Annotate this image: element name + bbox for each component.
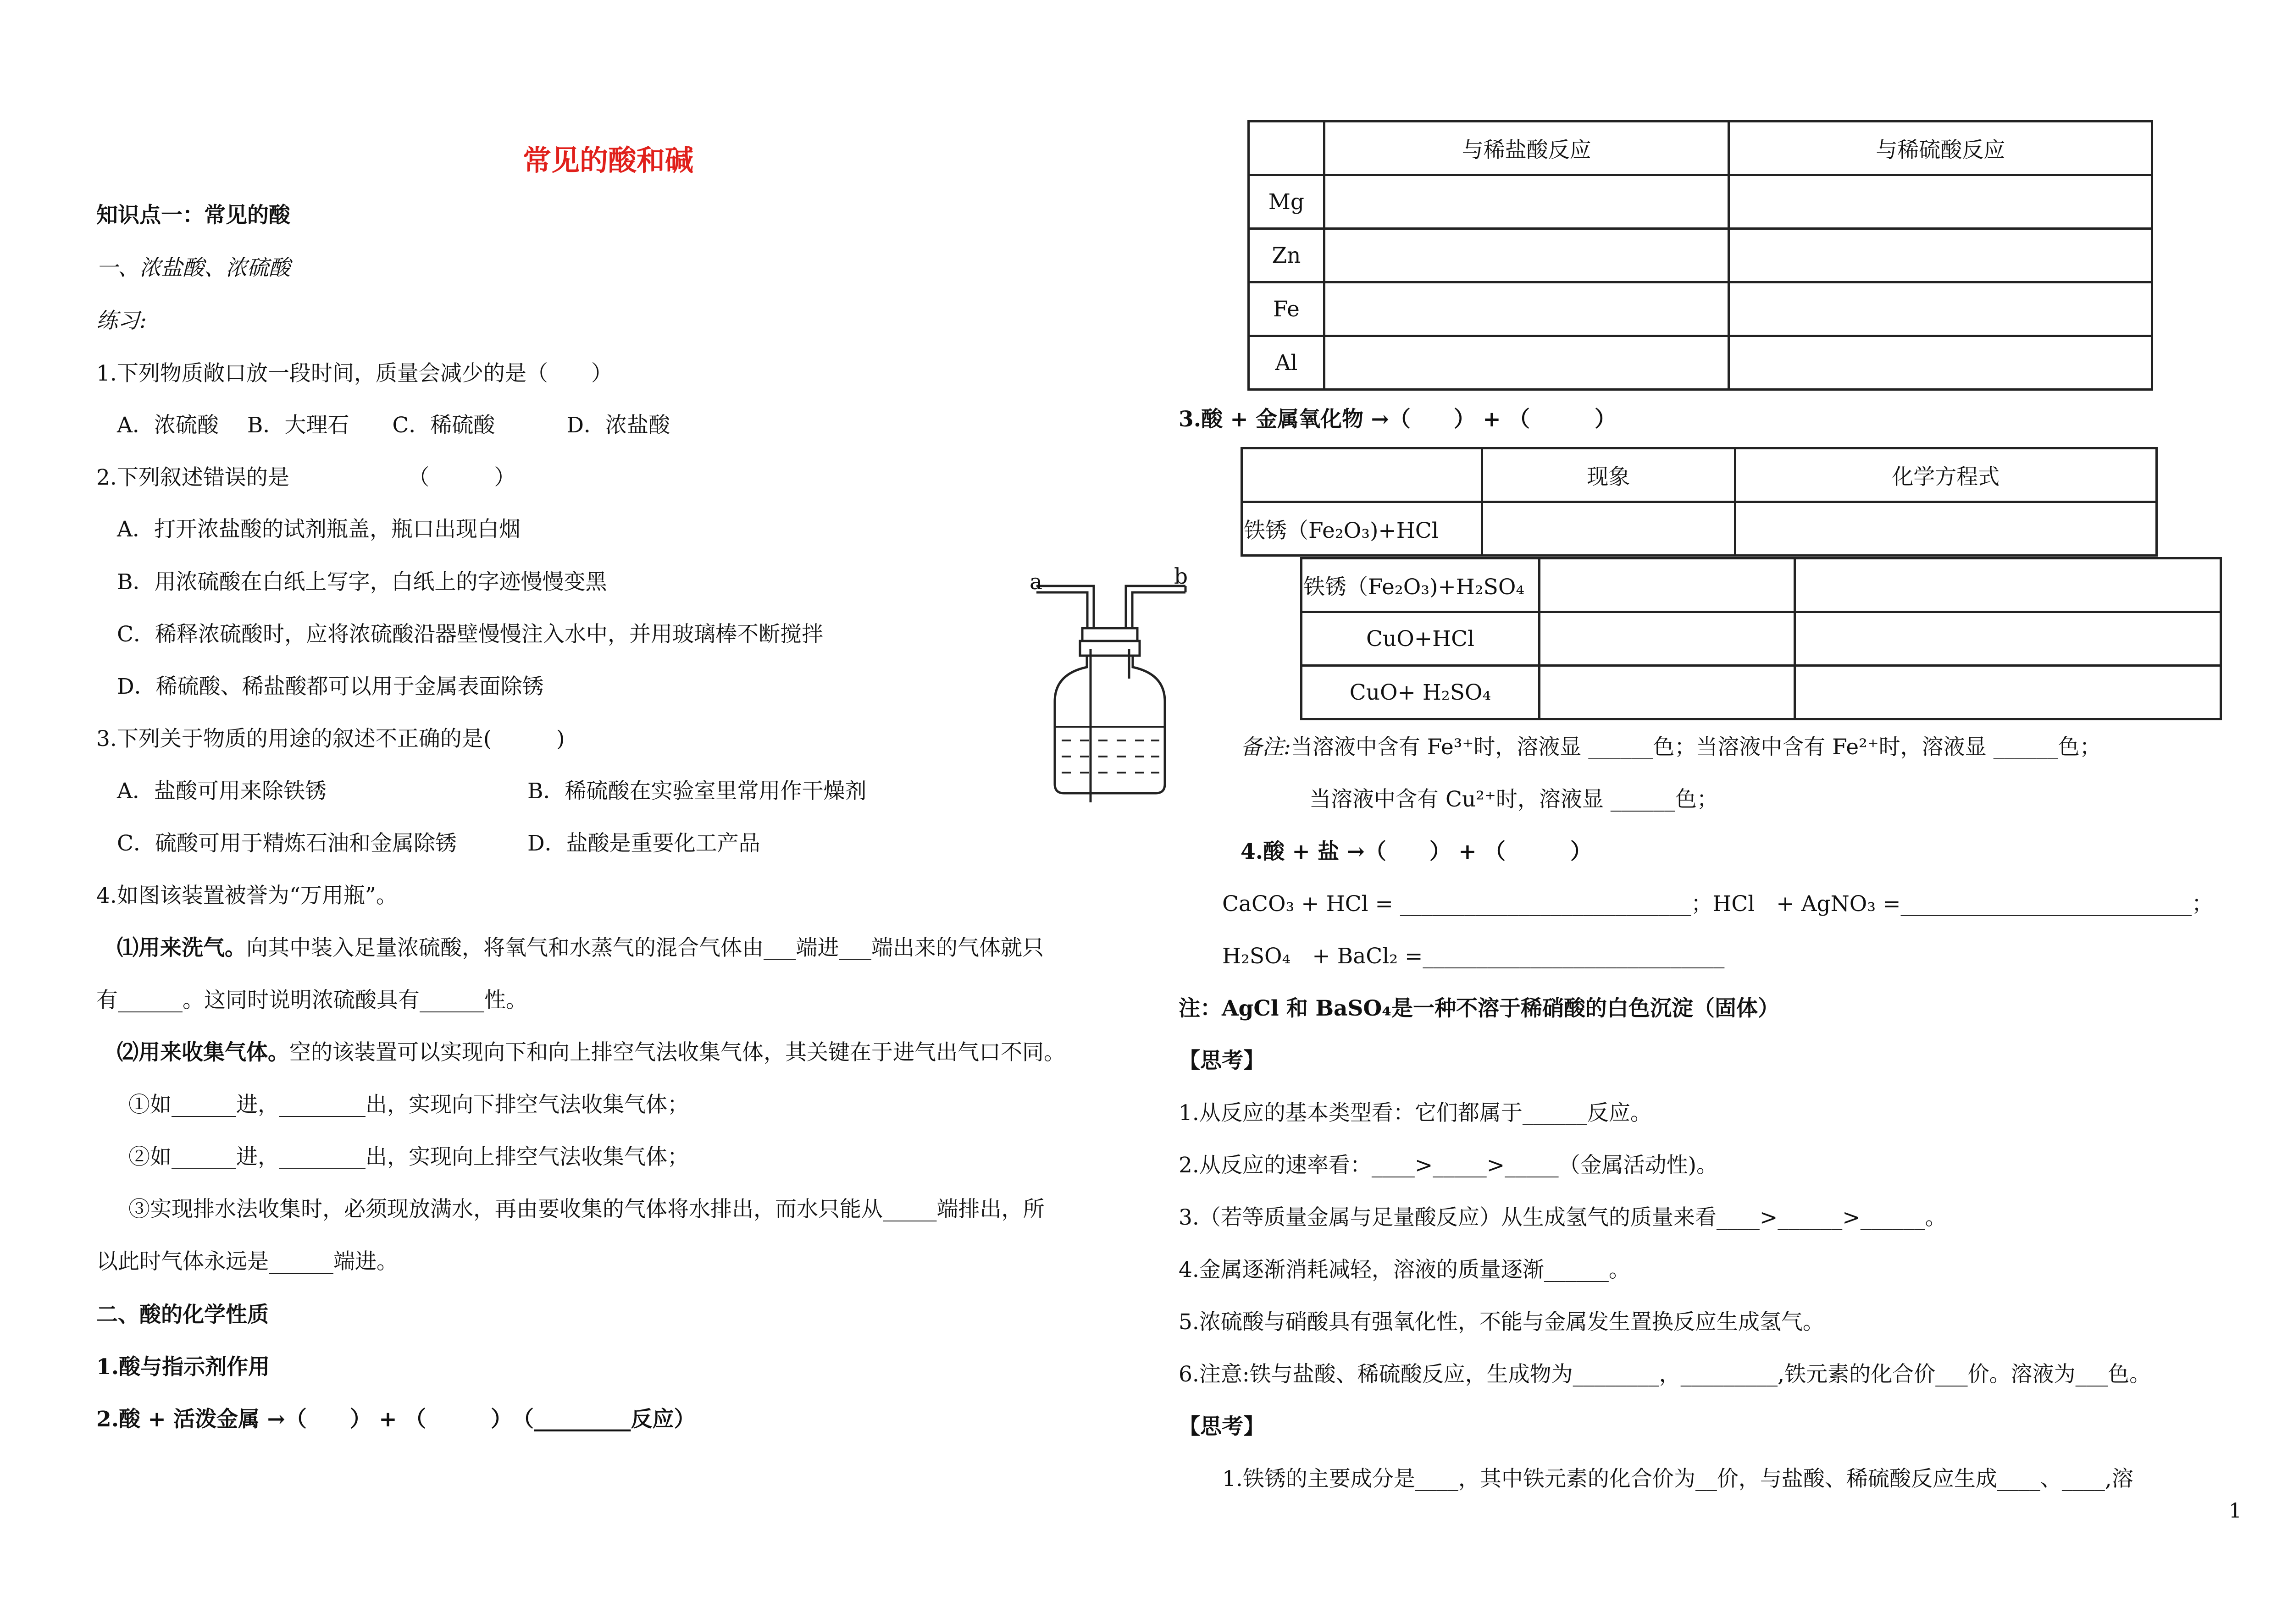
page-number: 1 xyxy=(2229,1499,2242,1523)
equation-line-2: H₂SO₄ + BaCl₂ =____________________________ xyxy=(1222,944,1725,969)
oxide-table-row-rust-h2so4: 铁锈（Fe₂O₃)+H₂SO₄ xyxy=(1302,558,1540,612)
oxide-table-row-rust-hcl: 铁锈（Fe₂O₃)+HCl xyxy=(1242,502,1482,556)
oxide-table-cell xyxy=(1482,502,1735,556)
question-3-option-a: A．盐酸可用来除铁锈 xyxy=(117,779,327,804)
think-1-item-4: 4.金属逐渐消耗减轻，溶液的质量逐渐______。 xyxy=(1179,1257,1630,1282)
section-heading-acid-chemistry: 二、酸的化学性质 xyxy=(96,1302,269,1327)
metal-table-row-label: Fe xyxy=(1249,282,1324,336)
oxide-table-row-cuo-h2so4: CuO+ H₂SO₄ xyxy=(1302,666,1540,719)
question-4-part-1 xyxy=(117,934,1044,962)
acid-metal-heading: 2.酸 + 活泼金属 →（ ） + （ ） （_________反应） xyxy=(96,1407,696,1432)
practice-label: 练习: xyxy=(96,308,147,333)
question-3: 3.下列关于物质的用途的叙述不正确的是( ) xyxy=(96,726,565,751)
section-heading-concentrated-acids: 一、浓盐酸、浓硫酸 xyxy=(96,255,290,281)
question-3-option-b: B．稀硫酸在实验室里常用作干燥剂 xyxy=(527,779,867,804)
oxide-reaction-table-bottom xyxy=(1300,557,2222,720)
metal-reaction-table xyxy=(1247,120,2153,391)
diagram-label-a: a xyxy=(1030,569,1043,595)
question-4-item-2: ②如______进，________出，实现向上排空气法收集气体； xyxy=(128,1144,689,1170)
diagram-label-b: b xyxy=(1174,564,1188,589)
think-1-item-3: 3.（若等质量金属与足量酸反应）从生成氢气的质量来看____>______>______。 xyxy=(1179,1205,1947,1230)
question-3-option-d: D．盐酸是重要化工产品 xyxy=(527,831,760,856)
note-iron-text: 当溶液中含有 Fe³⁺时，溶液显 ______色；当溶液中含有 Fe²⁺时，溶液显 ______色； xyxy=(1291,735,2101,760)
think-2-item-1: 1.铁锈的主要成分是____，其中铁元素的化合价为__价，与盐酸、稀硫酸反应生成____、____,溶 xyxy=(1222,1466,2133,1491)
gas-washing-bottle-diagram xyxy=(1027,564,1202,821)
question-2: 2.下列叙述错误的是 （ ） xyxy=(96,465,516,490)
metal-table-cell xyxy=(1324,282,1729,336)
question-4-item-1: ①如______进，________出，实现向下排空气法收集气体； xyxy=(128,1092,689,1117)
collect-gas-heading: ⑵用来收集气体。 xyxy=(117,1040,289,1065)
question-4-item-3-cont: 以此时气体永远是______端进。 xyxy=(96,1249,398,1274)
acid-salt-heading: 4.酸 + 盐 →（ ） + （ ） xyxy=(1241,839,1592,864)
oxide-table-cell xyxy=(1795,666,2221,719)
wash-gas-text: 向其中装入足量浓硫酸，将氧气和水蒸气的混合气体由___端进___端出来的气体就只 xyxy=(246,935,1044,961)
question-4-part-1-cont: 有______。这同时说明浓硫酸具有______性。 xyxy=(96,988,527,1013)
question-4-part-2 xyxy=(117,1039,1065,1066)
oxide-table-row-cuo-hcl: CuO+HCl xyxy=(1302,612,1540,666)
oxide-table-header-blank xyxy=(1242,448,1482,502)
question-1: 1.下列物质敞口放一段时间，质量会减少的是（ ） xyxy=(96,361,613,386)
acid-metal-oxide-heading: 3.酸 + 金属氧化物 →（ ） + （ ） xyxy=(1179,407,1617,432)
oxide-table-header-equation: 化学方程式 xyxy=(1735,448,2156,502)
oxide-table-cell xyxy=(1540,612,1795,666)
question-2-option-b: B．用浓硫酸在白纸上写字，白纸上的字迹慢慢变黑 xyxy=(117,569,607,595)
page-title: 常见的酸和碱 xyxy=(523,144,694,177)
question-2-option-a: A．打开浓盐酸的试剂瓶盖，瓶口出现白烟 xyxy=(117,517,521,542)
oxide-table-cell xyxy=(1795,558,2221,612)
note-copper-ion: 当溶液中含有 Cu²⁺时，溶液显 ______色； xyxy=(1309,787,1718,812)
metal-table-header-hcl: 与稀盐酸反应 xyxy=(1324,122,1729,175)
oxide-reaction-table-top xyxy=(1241,447,2158,557)
metal-table-cell xyxy=(1324,336,1729,390)
think-1-item-5: 5.浓硫酸与硝酸具有强氧化性，不能与金属发生置换反应生成氢气。 xyxy=(1179,1309,1824,1335)
note-precipitate: 注：AgCl 和 BaSO₄是一种不溶于稀硝酸的白色沉淀（固体） xyxy=(1179,996,1779,1021)
metal-table-cell xyxy=(1729,336,2152,390)
note-iron-ions xyxy=(1241,734,2101,761)
metal-table-row-label: Mg xyxy=(1249,175,1324,229)
question-4: 4.如图该装置被誉为“万用瓶”。 xyxy=(96,883,398,908)
question-3-option-c: C．硫酸可用于精炼石油和金属除锈 xyxy=(117,831,457,856)
equation-line-1: CaCO₃ + HCl = ___________________________；HCl + AgNO₃ =___________________________； xyxy=(1222,891,2213,917)
question-2-option-c: C．稀释浓硫酸时，应将浓硫酸沿器壁慢慢注入水中，并用玻璃棒不断搅拌 xyxy=(117,622,823,647)
think-heading-1: 【思考】 xyxy=(1179,1048,1265,1073)
oxide-table-cell xyxy=(1540,558,1795,612)
acid-indicator-heading: 1.酸与指示剂作用 xyxy=(96,1354,270,1380)
collect-gas-text: 空的该装置可以实现向下和向上排空气法收集气体，其关键在于进气出气口不同。 xyxy=(289,1040,1065,1065)
question-1-options: A．浓硫酸 B．大理石 C．稀硫酸 D．浓盐酸 xyxy=(117,413,670,438)
note-label: 备注: xyxy=(1241,735,1291,760)
metal-table-row-label: Zn xyxy=(1249,229,1324,282)
wash-gas-heading: ⑴用来洗气。 xyxy=(117,935,246,961)
think-1-item-6: 6.注意:铁与盐酸、稀硫酸反应，生成物为________，_________,铁元素的化合价___价。溶液为___色。 xyxy=(1179,1362,2151,1387)
think-1-item-1: 1.从反应的基本类型看：它们都属于______反应。 xyxy=(1179,1100,1652,1126)
metal-table-row-label: Al xyxy=(1249,336,1324,390)
think-heading-2: 【思考】 xyxy=(1179,1414,1265,1439)
think-1-item-2: 2.从反应的速率看：____>_____>_____（金属活动性)。 xyxy=(1179,1153,1718,1178)
oxide-table-header-phenomenon: 现象 xyxy=(1482,448,1735,502)
metal-table-cell xyxy=(1729,175,2152,229)
knowledge-point-heading: 知识点一：常见的酸 xyxy=(96,203,290,228)
metal-table-header-blank xyxy=(1249,122,1324,175)
question-2-option-d: D．稀硫酸、稀盐酸都可以用于金属表面除锈 xyxy=(117,674,544,699)
metal-table-cell xyxy=(1324,229,1729,282)
metal-table-cell xyxy=(1729,229,2152,282)
question-4-item-3: ③实现排水法收集时，必须现放满水，再由要收集的气体将水排出，而水只能从_____端排出，所 xyxy=(128,1197,1045,1222)
metal-table-cell xyxy=(1729,282,2152,336)
metal-table-cell xyxy=(1324,175,1729,229)
metal-table-header-h2so4: 与稀硫酸反应 xyxy=(1729,122,2152,175)
oxide-table-cell xyxy=(1540,666,1795,719)
oxide-table-cell xyxy=(1735,502,2156,556)
oxide-table-cell xyxy=(1795,612,2221,666)
